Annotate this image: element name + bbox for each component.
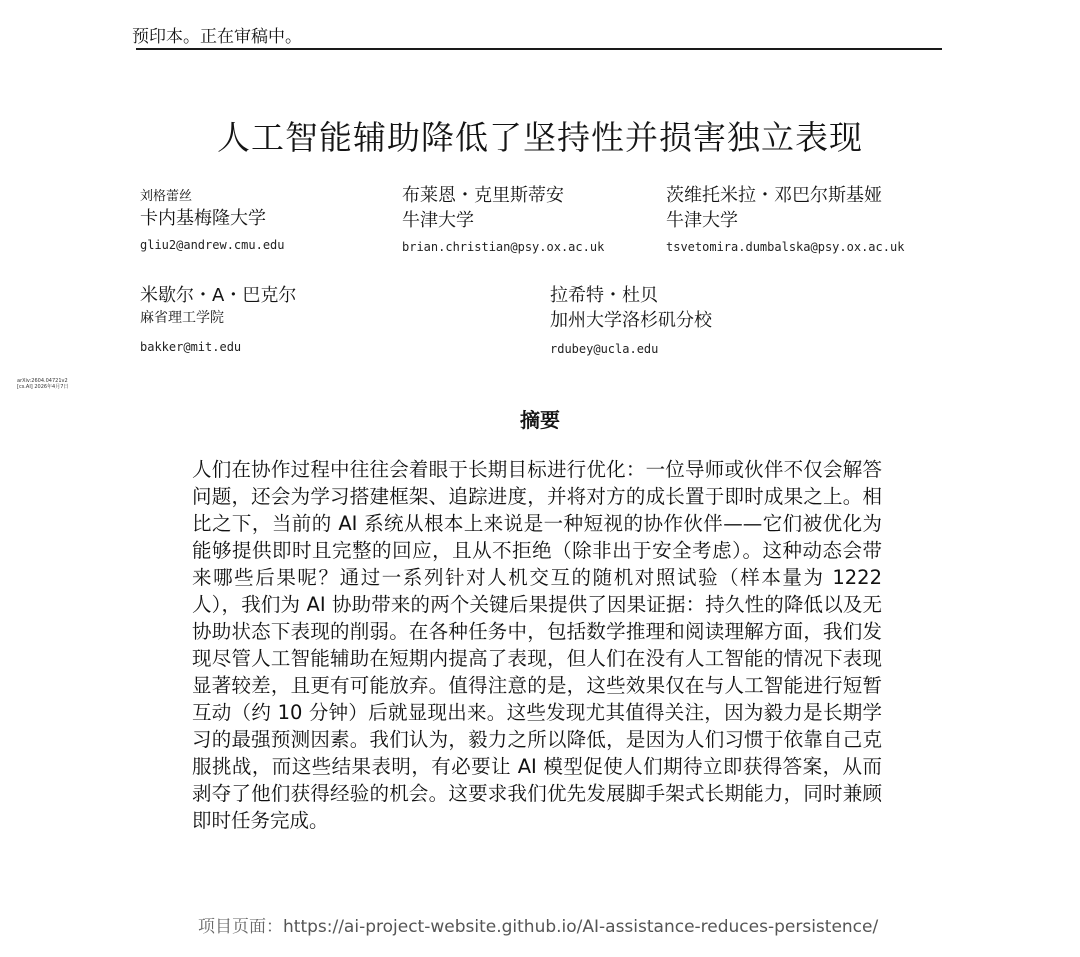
project-page-label: 项目页面： (198, 917, 283, 937)
paper-title: 人工智能辅助降低了坚持性并损害独立表现 (217, 118, 863, 157)
author-affiliation: 加州大学洛杉矶分校 (550, 310, 712, 331)
author-email[interactable]: rdubey@ucla.edu (550, 342, 659, 356)
author-block-1 (140, 188, 285, 254)
preprint-note: 预印本。正在审稿中。 (132, 27, 302, 47)
author-email[interactable]: brian.christian@psy.ox.ac.uk (402, 240, 605, 254)
author-name: 布莱恩・克里斯蒂安 (402, 185, 564, 206)
author-affiliation: 牛津大学 (666, 210, 738, 231)
author-name: 刘格蕾丝 (140, 189, 193, 204)
abstract-heading: 摘要 (520, 408, 560, 432)
author-email[interactable]: bakker@mit.edu (140, 340, 242, 354)
author-email[interactable]: gliu2@andrew.cmu.edu (140, 238, 285, 252)
author-affiliation: 麻省理工学院 (140, 310, 224, 326)
arxiv-side-stamp: arXiv:2604.04721v2 [cs.AI] 2026年4月7日 (17, 378, 69, 390)
abstract-body: 人们在协作过程中往往会着眼于长期目标进行优化：一位导师或伙伴不仅会解答问题，还会为学习搭建框架、追踪进度，并将对方的成长置于即时成果之上。相比之下，当前的 AI 系统从根本上来说是一种短视的协作伙伴——它们被优化为能够提供即时且完整的回应，且从不拒绝（除非出于安全考虑）。这种动态会带来哪些后果呢？通过一系列针对人机交互的随机对照试验（样本量为 1222 人），我们为 AI 协助带来的两个关键后果提供了因果证据：持久性的降低以及无协助状态下表现的削弱。在各种任务中，包括数学推理和阅读理解方面，我们发现尽管人工智能辅助在短期内提高了表现，但人们在没有人工智能的情况下表现显著较差，且更有可能放弃。值得注意的是，这些效果仅在与人工智能进行短暂互动（约 10 分钟）后就显现出来。这些发现尤其值得关注，因为毅力是长期学习的最强预测因素。我们认为，毅力之所以降低，是因为人们习惯于依靠自己克服挑战，而这些结果表明，有必要让 AI 模型促使人们期待立即获得答案，从而剥夺了他们获得经验的机会。这要求我们优先发展脚手架式长期能力，同时兼顾即时任务完成。 (192, 458, 882, 832)
author-block-5 (550, 284, 712, 358)
author-name: 拉希特・杜贝 (550, 285, 658, 306)
author-block-2 (402, 184, 604, 256)
author-name: 茨维托米拉・邓巴尔斯基娅 (666, 185, 882, 206)
project-page-line (198, 912, 878, 937)
header-rule (136, 48, 942, 50)
author-affiliation: 牛津大学 (402, 210, 474, 231)
author-email[interactable]: tsvetomira.dumbalska@psy.ox.ac.uk (666, 240, 905, 254)
author-block-3 (666, 184, 904, 256)
author-name: 米歇尔・A・巴克尔 (140, 285, 297, 306)
author-affiliation: 卡内基梅隆大学 (140, 208, 266, 229)
project-page-link[interactable]: https://ai-project-website.github.io/AI-assistance-reduces-persistence/ (283, 917, 879, 937)
author-block-4 (140, 284, 296, 356)
